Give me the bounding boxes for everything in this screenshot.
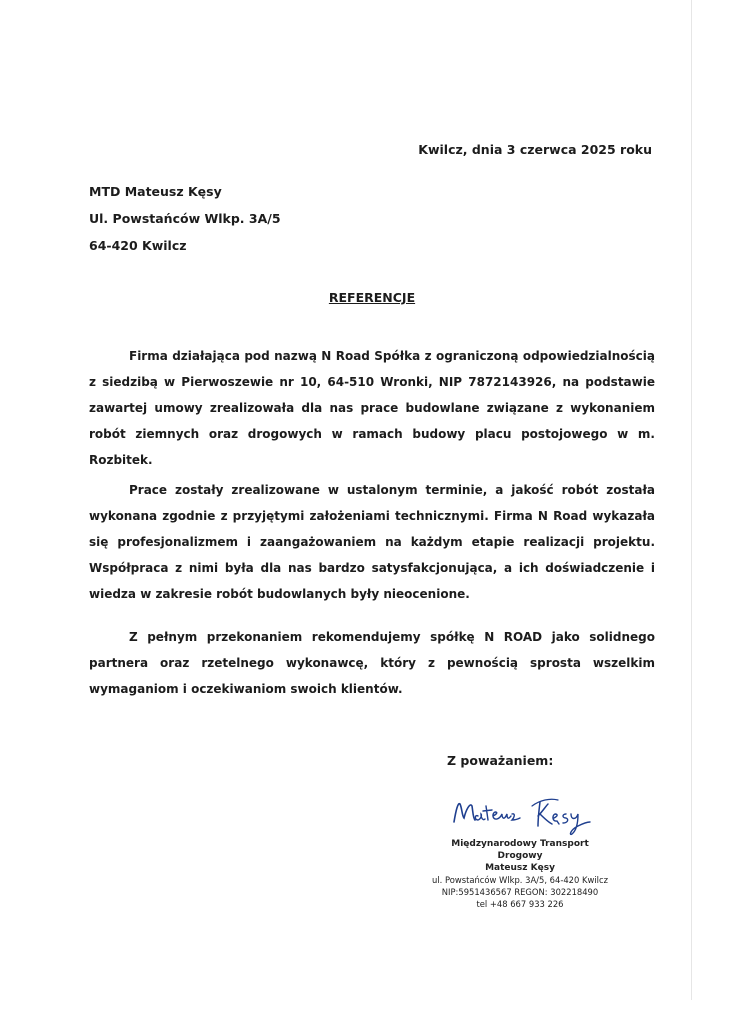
- handwritten-signature: [448, 792, 598, 838]
- paragraph-1: Firma działająca pod nazwą N Road Spółka z ograniczoną odpowiedzialnością z siedzibą w Pierwoszewie nr 10, 64-510 Wronki, NIP 7872143926, na podstawie zawartej umowy zrealizowała dla nas prace budowlane związane z wykonaniem robót ziemnych oraz drogowych w ramach budowy placu postojowego w m. Rozbitek.: [89, 349, 655, 467]
- stamp-address: ul. Powstańców Wlkp. 3A/5, 64-420 Kwilcz: [432, 875, 608, 885]
- paragraph-3: Z pełnym przekonaniem rekomendujemy spółkę N ROAD jako solidnego partnera oraz rzetelnego wykonawcę, który z pewnością sprosta wszelkim wymaganiom i oczekiwaniom swoich klientów.: [89, 630, 655, 696]
- date-line: Kwilcz, dnia 3 czerwca 2025 roku: [418, 142, 652, 157]
- document-title: REFERENCJE: [328, 290, 416, 305]
- recipient-address: [89, 178, 281, 259]
- closing-line: Z poważaniem:: [447, 753, 554, 768]
- company-stamp: [430, 838, 610, 910]
- stamp-company-name: Międzynarodowy Transport Drogowy: [451, 839, 589, 861]
- stamp-owner-name: Mateusz Kęsy: [485, 863, 555, 873]
- scan-edge-line: [691, 0, 692, 1000]
- recipient-city: 64-420 Kwilcz: [89, 238, 187, 253]
- paragraph-2: Prace zostały zrealizowane w ustalonym terminie, a jakość robót została wykonana zgodnie z przyjętymi założeniami technicznymi. Firma N Road wykazała się profesjonalizmem i zaangażowaniem na każdym etapie realizacji projektu. Współpraca z nimi była dla nas bardzo satysfakcjonująca, a ich doświadczenie i wiedza w zakresie robót budowlanych były nieocenione.: [89, 483, 655, 601]
- stamp-tax-ids: NIP:5951436567 REGON: 302218490: [441, 887, 599, 897]
- recipient-name: MTD Mateusz Kęsy: [89, 184, 222, 199]
- stamp-phone: tel +48 667 933 226: [476, 899, 564, 909]
- recipient-street: Ul. Powstańców Wlkp. 3A/5: [89, 211, 281, 226]
